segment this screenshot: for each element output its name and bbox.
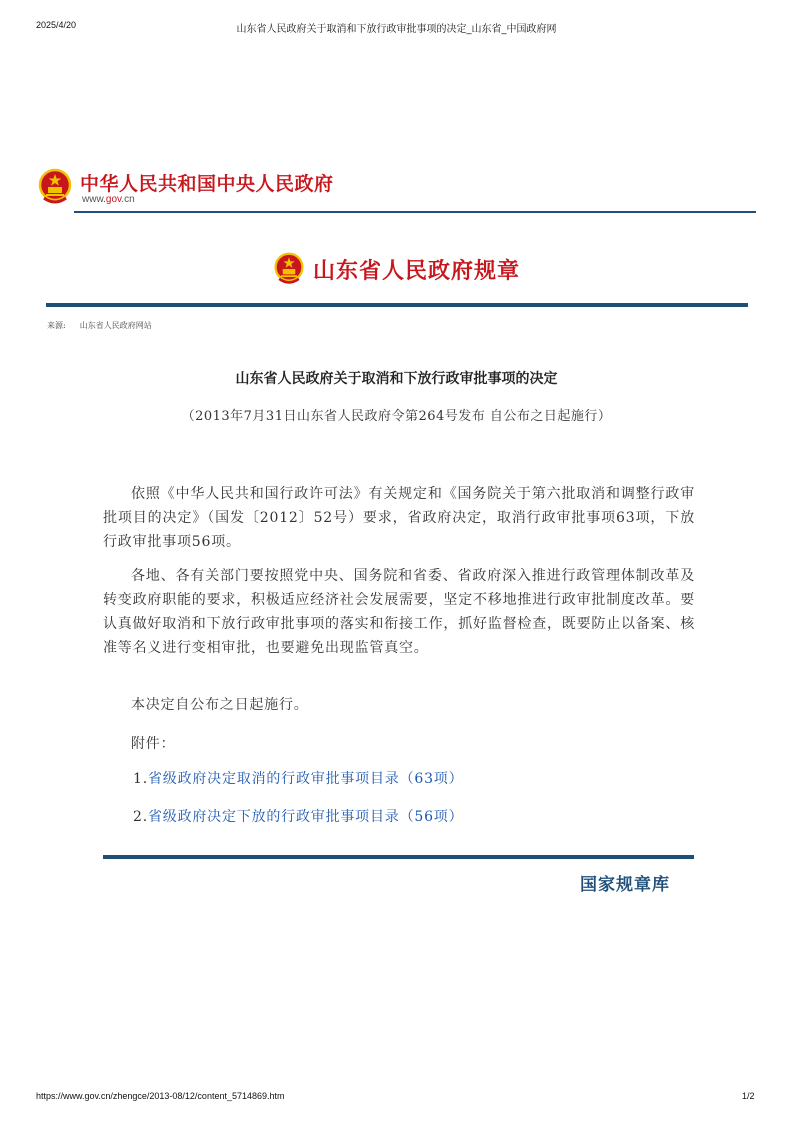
print-footer-url: https://www.gov.cn/zhengce/2013-08/12/content_5714869.htm: [36, 1091, 285, 1101]
attachment-label: 省级政府决定取消的行政审批事项目录（63项）: [147, 771, 464, 787]
document-title: 山东省人民政府关于取消和下放行政审批事项的决定: [235, 371, 558, 387]
body-paragraph: 本决定自公布之日起施行。: [131, 697, 309, 713]
gov-url-domain: gov: [105, 194, 122, 205]
content-bottom-divider: [103, 855, 694, 859]
gov-header: [38, 165, 758, 213]
gov-url-suffix: .cn: [121, 194, 135, 205]
attachment-link-2[interactable]: [133, 805, 463, 829]
document-subtitle: （2013年7月31日山东省人民政府令第264号发布 自公布之日起施行）: [181, 409, 612, 424]
province-header-divider: [46, 303, 748, 307]
body-paragraph: 各地、各有关部门要按照党中央、国务院和省委、省政府深入推进行政管理体制改革及转变政府职能的要求，积极适应经济社会发展需要，坚定不移地推进行政审批制度改革。要认真做好取消和下放行政审批事项的落实和衔接工作，抓好监督检查，既要防止以备案、核准等名义进行变相审批，也要避免出现监管真空。: [103, 568, 695, 656]
attachment-number: 2.: [133, 809, 148, 825]
gov-site-name: 中华人民共和国中央人民政府: [80, 173, 334, 195]
print-page-title: 山东省人民政府关于取消和下放行政审批事项的决定_山东省_中国政府网: [236, 24, 557, 35]
gov-url-prefix: www.: [82, 194, 106, 205]
source-label: 来源:: [47, 321, 66, 330]
national-emblem-icon: [38, 168, 72, 206]
source-value: 山东省人民政府网站: [79, 321, 152, 330]
gov-header-divider: [74, 211, 756, 213]
national-regulations-library-link[interactable]: 国家规章库: [580, 875, 670, 895]
attachment-number: 1.: [133, 771, 148, 787]
print-date: 2025/4/20: [36, 20, 77, 30]
gov-site-url[interactable]: [82, 194, 135, 205]
attachment-link-1[interactable]: [133, 767, 463, 791]
body-paragraph: 依照《中华人民共和国行政许可法》有关规定和《国务院关于第六批取消和调整行政审批项目的决定》（国发〔2012〕52号）要求，省政府决定，取消行政审批事项63项，下放行政审批事项56项。: [103, 486, 695, 550]
national-emblem-icon: [273, 252, 305, 286]
attachments-heading: 附件：: [131, 736, 176, 752]
source-line: [47, 320, 152, 331]
attachment-label: 省级政府决定下放的行政审批事项目录（56项）: [147, 809, 464, 825]
print-page-number: 1/2: [742, 1091, 755, 1101]
province-regulations-title: 山东省人民政府规章: [312, 257, 520, 284]
province-header: [0, 252, 793, 288]
